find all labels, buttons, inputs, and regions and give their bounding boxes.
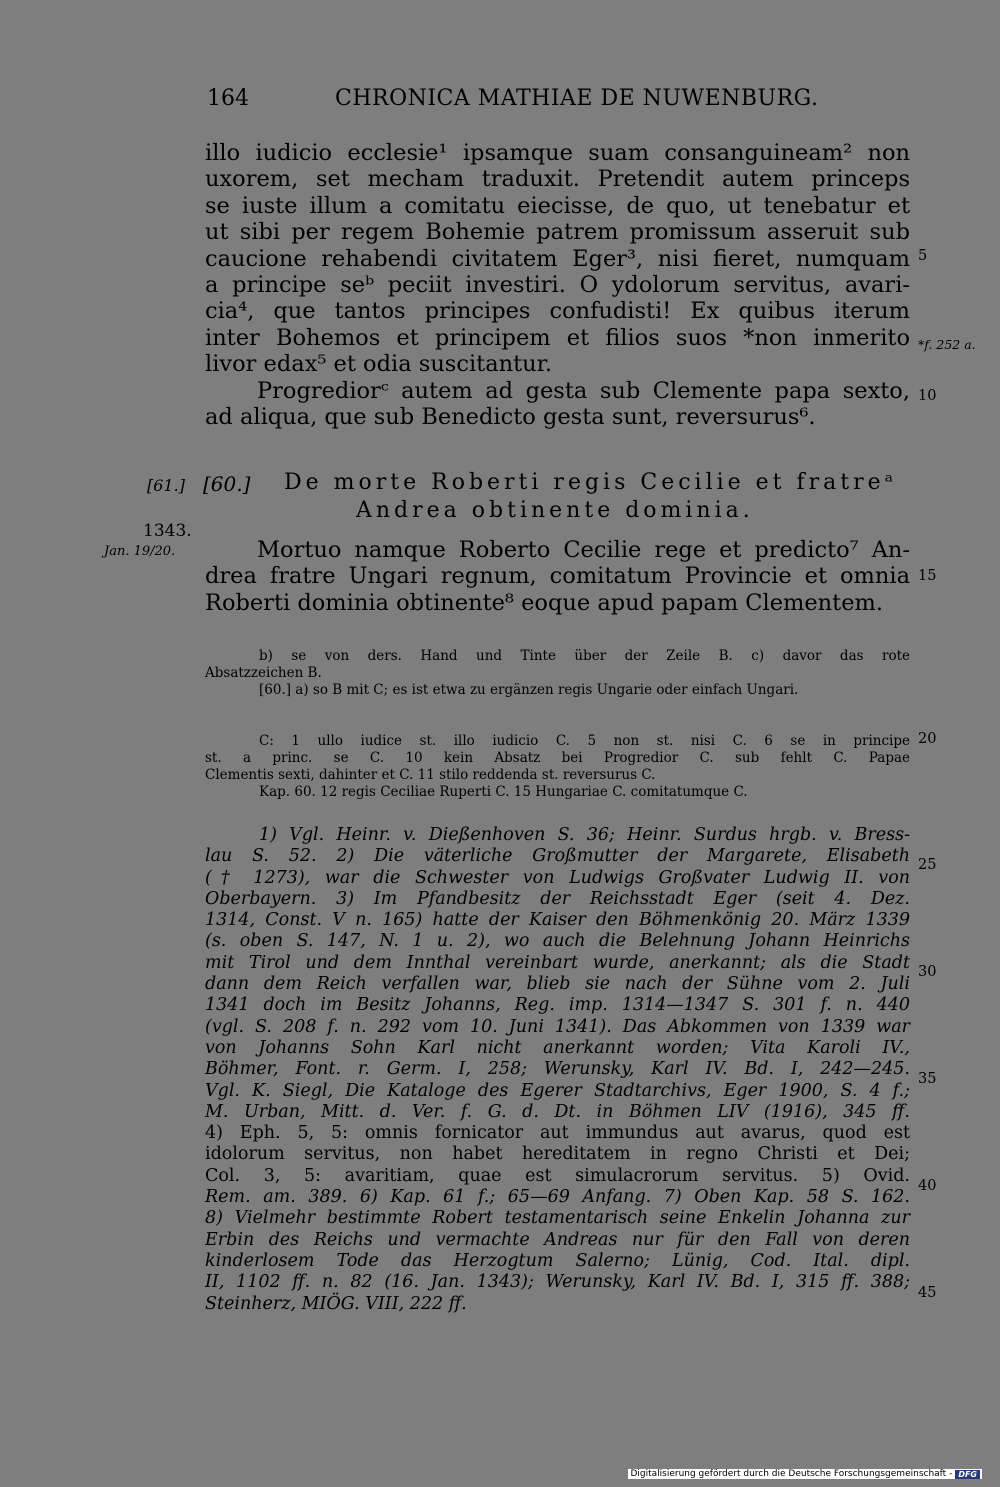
footnote-line: 1) Vgl. Heinr. v. Dießenhoven S. 36; Heinr. Surdus hrgb. v. Bress- <box>259 825 910 845</box>
footnote-line: († 1273), war die Schwester von Ludwigs Großvater Ludwig II. von <box>205 867 910 888</box>
text-line: ad aliqua, que sub Benedicto gesta sunt, reversurus⁶. <box>205 403 816 430</box>
line-number: 20 <box>918 731 937 747</box>
footnote-line: Erbin des Reichs und vermachte Andreas nur für den Fall von deren <box>205 1229 910 1250</box>
text-line: livor edax⁵ et odia suscitantur. <box>205 351 553 378</box>
footnote-line: 8) Vielmehr bestimmte Robert testamentarisch seine Enkelin Johanna zur <box>205 1208 910 1229</box>
footnote-line: kinderlosem Tode das Herzogtum Salerno; Lünig, Cod. Ital. dipl. <box>205 1250 910 1271</box>
page-number: 164 <box>207 86 249 111</box>
footnote-line: dann dem Reich verfallen war, blieb sie nach der Sühne vom 2. Juli <box>205 974 910 995</box>
critical-notes-a <box>205 648 910 699</box>
margin-year: 1343. <box>143 521 192 541</box>
note-line: Kap. 60. 12 regis Ceciliae Ruperti C. 15 Hungariae C. comitatumque C. <box>259 784 748 800</box>
running-title: CHRONICA MATHIAE DE NUWENBURG. <box>335 86 819 111</box>
text-line: Progrediorᶜ autem ad gesta sub Clemente papa sexto, <box>257 377 910 404</box>
footnote-line: von Johanns Sohn Karl nicht anerkannt worden; Vita Karoli IV., <box>205 1037 910 1058</box>
text-line: caucione rehabendi civitatem Eger³, nisi fieret, numquam <box>205 245 910 272</box>
line-number: 10 <box>918 388 937 404</box>
footnote-line: Col. 3, 5: avaritiam, quae est simulacrorum servitus. 5) Ovid. <box>205 1165 910 1186</box>
line-number: 45 <box>918 1285 937 1301</box>
text-line: se iuste illum a comitatu eiecisse, de quo, ut tenebatur et <box>205 192 910 219</box>
footnote-line: (vgl. S. 208 f. n. 292 vom 10. Juni 1341). Das Abkommen von 1339 war <box>205 1016 910 1037</box>
critical-notes-c <box>205 733 910 801</box>
dfg-logo: DFG <box>955 1470 980 1479</box>
footnote-line: II, 1102 ff. n. 82 (16. Jan. 1343); Werunsky, Karl IV. Bd. I, 315 ff. 388; <box>205 1272 910 1293</box>
line-number: 15 <box>918 568 937 584</box>
line-number: 40 <box>918 1178 937 1194</box>
footer-text: Digitalisierung gefördert durch die Deutsche Forschungsgemeinschaft - <box>630 1469 953 1479</box>
main-text-block <box>205 140 910 430</box>
text-line: a principe seᵇ peciit investiri. O ydolorum servitus, avari- <box>205 271 910 298</box>
text-line: drea fratre Ungari regnum, comitatum Provincie et omnia <box>205 563 910 590</box>
margin-date: Jan. 19/20. <box>104 544 176 559</box>
footnote-line: 1341 doch im Besitz Johanns, Reg. imp. 1314—1347 S. 301 f. n. 440 <box>205 995 910 1016</box>
chapter-title-line-2: Andrea obtinente dominia. <box>356 498 754 523</box>
footnote-line: Vgl. K. Siegl, Die Kataloge des Egerer Stadtarchivs, Eger 1900, S. 4 f.; <box>205 1080 910 1101</box>
text-line: Mortuo namque Roberto Cecilie rege et predicto⁷ An- <box>257 537 910 563</box>
note-line: b) se von ders. Hand und Tinte über der Zeile B. c) davor das rote <box>259 648 910 664</box>
text-line: illo iudicio ecclesie¹ ipsamque suam consanguineam² non <box>205 140 910 166</box>
text-line: inter Bohemos et principem et filios suos *non inmerito <box>205 324 910 351</box>
footnote-line: Oberbayern. 3) Im Pfandbesitz der Reichsstadt Eger (seit 4. Dez. <box>205 888 910 909</box>
footnote-line: Steinherz, MIÖG. VIII, 222 ff. <box>205 1293 467 1314</box>
text-line: ut sibi per regem Bohemie patrem promissum asseruit sub <box>205 219 910 246</box>
line-number: 35 <box>918 1071 937 1087</box>
text-line: cia⁴, que tantos principes confudisti! Ex quibus iterum <box>205 298 910 325</box>
chapter-label: [60.] <box>203 472 251 496</box>
footnote-line: 4) Eph. 5, 5: omnis fornicator aut immundus aut avarus, quod est <box>205 1123 910 1144</box>
footnotes-block <box>205 825 910 1315</box>
footnote-line: idolorum servitus, non habet hereditatem in regno Christi et Dei; <box>205 1144 910 1165</box>
line-number: 30 <box>918 964 937 980</box>
chapter-title-line-1: De morte Roberti regis Cecilie et fratreᵃ <box>284 470 898 495</box>
text-line: Roberti dominia obtinente⁸ eoque apud papam Clementem. <box>205 589 884 616</box>
footnote-line: (s. oben S. 147, N. 1 u. 2), wo auch die Belehnung Johann Heinrichs <box>205 931 910 952</box>
line-number: 5 <box>918 248 928 264</box>
note-line: Absatzzeichen B. <box>205 665 322 681</box>
footnote-line: Böhmer, Font. r. Germ. I, 258; Werunsky, Karl IV. Bd. I, 242—245. <box>205 1059 910 1080</box>
text-line: uxorem, set mecham traduxit. Pretendit autem princeps <box>205 166 910 193</box>
folio-marker: *f. 252 a. <box>918 337 976 352</box>
footnote-line: M. Urban, Mitt. d. Ver. f. G. d. Dt. in Böhmen LIV (1916), 345 ff. <box>205 1101 910 1122</box>
chapter-text-block <box>205 537 910 616</box>
footnote-line: Rem. am. 389. 6) Kap. 61 f.; 65—69 Anfang. 7) Oben Kap. 58 S. 162. <box>205 1187 910 1208</box>
chapter-label-alt: [61.] <box>147 476 185 495</box>
footnote-line: 1314, Const. V n. 165) hatte der Kaiser den Böhmenkönig 20. März 1339 <box>205 910 910 931</box>
note-line: Clementis sexti, dahinter et C. 11 stilo reddenda st. reversurus C. <box>205 767 656 783</box>
footnote-line: mit Tirol und dem Innthal vereinbart wurde, anerkannt; als die Stadt <box>205 952 910 973</box>
footnote-line: lau S. 52. 2) Die väterliche Großmutter der Margarete, Elisabeth <box>205 846 910 867</box>
note-line: [60.] a) so B mit C; es ist etwa zu ergänzen regis Ungarie oder einfach Ungari. <box>259 682 799 698</box>
note-line: st. a princ. se C. 10 kein Absatz bei Progredior C. sub fehlt C. Papae <box>205 750 910 766</box>
note-line: C: 1 ullo iudice st. illo iudicio C. 5 non st. nisi C. 6 se in principe <box>259 733 910 749</box>
line-number: 25 <box>918 857 937 873</box>
funding-footer <box>628 1469 982 1479</box>
